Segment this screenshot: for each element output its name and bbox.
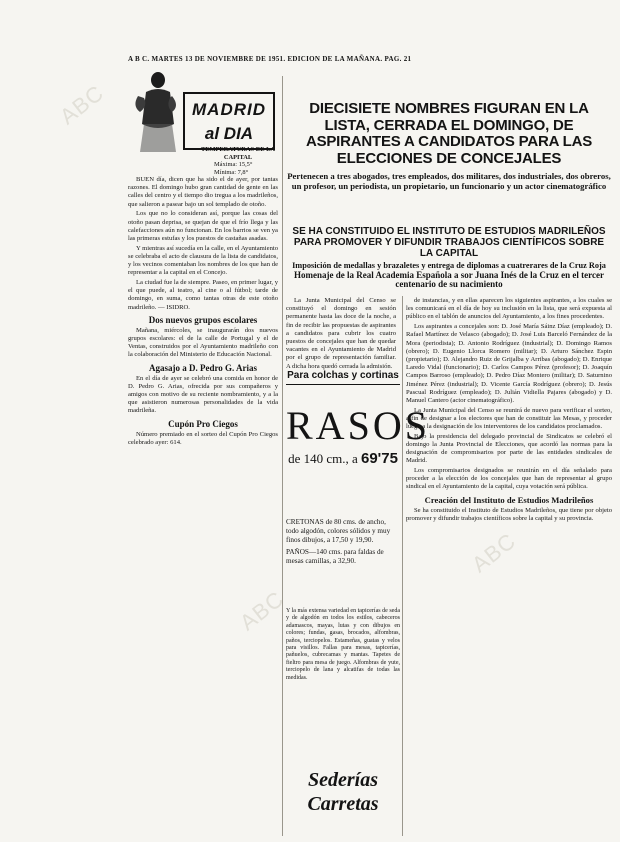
max-value: 15,5° — [238, 161, 253, 169]
ad-price: 69'75 — [360, 450, 398, 467]
advertisement — [286, 368, 430, 838]
grupos-escolares-text: Mañana, miércoles, se inaugurarán dos nuevos grupos escolares: el de la calle de Portugal y el de Ventas, construidos por el Ayuntamiento madrileño con la colaboración del Ministerio de Educación Nacional. — [128, 326, 278, 359]
watermark-2: ABC — [235, 585, 289, 636]
instituto-deck-2: Homenaje de la Real Academia Española a sor Juana Inés de la Cruz en el tercer centenario de su nacimiento — [294, 269, 604, 290]
lead-body-right-1: de instancias, y en ellas aparecen los siguientes aspirantes, a los cuales se les comunicará en el día de hoy su inclusión en la lista, que será expuesta al público en el tablón de anuncios del Ayuntamiento, a los fines procedentes. — [406, 297, 612, 321]
lead-body-left — [286, 297, 396, 370]
madrid-paragraph-1: BUEN día, dicen que ha sido el de ayer, por tantas razones. El domingo hubo gran cantidad de gente en las calles del centro y el tiempo dio tregua a los madrileños, que salieron a pasear bajo un sol templado de otoño. — [128, 176, 278, 208]
min-value: 7,8° — [237, 168, 249, 176]
logo-line-2: al DIA — [204, 124, 254, 143]
madrid-paragraph-4: La ciudad fue la de siempre. Paseo, en primer lugar, y el que puede, al teatro, al cine o al fútbol; tarde de domingo, en suma, como tantas otras de este otoño madrileño. — ISIDRO. — [128, 278, 278, 311]
lead-body-right-5: Los compromisarios designados se reunirán en el día señalado para proceder a la elección de los concejales que han de representar al grupo sindical en el Ayuntamiento de la capital, cuya votación será pública. — [406, 467, 612, 491]
cupon-text: Número premiado en el sorteo del Cupón Pro Ciegos celebrado ayer: 614. — [128, 430, 278, 446]
ad-rule — [286, 384, 400, 385]
madrid-paragraph-3: Y mientras así sucedía en la calle, en el Ayuntamiento se celebraba el acto de clausura de la lista de candidatos, y los vecinos comentaban los nombres de los que han de representar a la capital en el Concejo. — [128, 244, 278, 277]
lead-body-left-text: La Junta Municipal del Censo se constituyó el domingo en sesión permanente hasta las doce de la noche, a fin de recibir las propuestas de aspirantes a candidatos para cubrir los cuatro puestos de concejales que han de quedar vacantes en el Ayuntamiento de Madrid por el grupo de representación familiar. A dicha hora quedó cerrada la admisión. — [286, 297, 396, 370]
madrid-paragraph-2: Los que no lo consideran así, porque las cosas del otoño pasan deprisa, se quejan de que el frío llega y las calefacciones aún no funcionan. En los barrios se ven ya las primeras estufas y los puestos de castañas asadas. — [128, 210, 278, 242]
ad-product: RASOS — [286, 403, 430, 448]
agasajo-title: Agasajo a D. Pedro G. Arias — [148, 362, 258, 373]
instituto-section-text: Se ha constituido el Instituto de Estudios Madrileños, que tiene por objeto promover y difundir trabajos científicos sobre la capital y su provincia. — [406, 506, 612, 522]
logo-line-1: MADRID — [192, 100, 266, 119]
watermark-1: ABC — [55, 79, 109, 130]
page-header: A B C. MARTES 13 DE NOVIEMBRE DE 1951. EDICION DE LA MAÑANA. PAG. 21 — [128, 55, 412, 63]
figure-body — [142, 89, 174, 128]
ad-items — [286, 518, 400, 570]
figure-head — [151, 72, 165, 88]
lead-body-right-3: La Junta Municipal del Censo se reunirá de nuevo para verificar el sorteo, a fin de designar a los electores que han de constituir las Mesas, y proceder luego a la designación de los interventores de los candidatos proclamados. — [406, 406, 612, 431]
instituto-section-title: Creación del Instituto de Estudios Madrileños — [424, 494, 594, 505]
temperatures-box — [196, 146, 280, 176]
watermark-3: ABC — [467, 527, 521, 578]
ad-brand — [286, 768, 400, 816]
ad-item-panos: PAÑOS—140 cms. para faldas de mesas camillas, a 32,90. — [286, 548, 384, 566]
instituto-headline: SE HA CONSTITUIDO EL INSTITUTO DE ESTUDIOS MADRILEÑOS PARA PROMOVER Y DIFUNDIR TRABAJOS CIENTÍFICOS SOBRE LA CAPITAL — [292, 226, 606, 259]
lead-headline: DIECISIETE NOMBRES FIGURAN EN LA LISTA, CERRADA EL DOMINGO, DE ASPIRANTES A CANDIDATOS PARA LAS ELECCIONES DE CONCEJALES — [305, 100, 593, 167]
instituto-deck-1: Imposición de medallas y brazaletes y entrega de diplomas a cuatrerares de la Cruz Roja — [292, 261, 606, 270]
fashion-illustration — [128, 66, 186, 156]
ad-size-text: de 140 cm., a — [288, 451, 358, 466]
ad-small-print: Y la más extensa variedad en tapicerías de seda y de algodón en todos los estilos, cabeceros adamascos, mayas, lutas y con dibujos en colores; fundas, gasas, brocados, alfombras, paños, terciopelos. Estameñas, guatas y velos para visillos. Fallas para mesas, tapicerías, pañuelos, cubrecamas y mantas. Tapetes de fieltro para mesa de juego. Alfombras de yute, terciopelo de lana y alcatifas de todas las medidas. — [286, 608, 400, 681]
figure-skirt — [140, 124, 176, 152]
cupon-title: Cupón Pro Ciegos — [168, 418, 238, 429]
lead-body-right-2: Los aspirantes a concejales son: D. José María Sáinz Díaz (empleado); D. Rafael Martínez de Velasco (abogado); D. José Luis Barceló Fernández de la Mora (periodista); D. Antonio Rodríguez (industrial); D. Domingo Ramos (obrero); D. Eugenio Llorca Romero (militar); D. Arturo Sánchez Espin (propietario); D. Alejandro Ruiz de Grijalba y Arribas (abogado); D. Enrique Laredo Vidal (funcionario); D. Carlos Campos Pérez (profesor); D. Joaquín Campos Barroso (empleado); D. Pedro Díaz Montero (militar); D. Saturnino Jiménez Pérez (industrial); D. Vicente García Rodríguez (obrero); D. Jesús Pascual Rodríguez (empleado); D. Julián Vidiella Pajares (abogado) y D. Manuel Cantero (actor cinematográfico). — [406, 323, 612, 404]
lead-deck: Pertenecen a tres abogados, tres empleados, dos militares, dos industriales, dos obreros, un profesor, un periodista, un propietario, un funcionario y un actor cinematográfico — [287, 171, 611, 191]
ad-brand-line-1: Sederías — [308, 769, 378, 791]
ad-size-line — [286, 450, 400, 467]
column-rule-2 — [402, 296, 403, 836]
ad-brand-line-2: Carretas — [307, 793, 379, 815]
column-rule-1 — [282, 76, 283, 836]
min-label: Mínima: — [214, 168, 237, 176]
temperatures-title: TEMPERATURAS DE LA CAPITAL — [200, 146, 276, 161]
lead-body-right-4: Bajo la presidencia del delegado provincial de Sindicatos se celebró el domingo la Junta Provincial de Elecciones, que acordó las normas para la designación de compromisarios por parte de las entidades sindicales de Madrid. — [406, 432, 612, 465]
instituto-deck — [286, 261, 612, 290]
lead-body-right — [406, 297, 612, 837]
max-label: Máxima: — [214, 161, 238, 169]
temperature-max — [196, 161, 280, 169]
ad-item-cretonas: CRETONAS de 80 cms. de ancho, todo algodón, colores sólidos y muy finos dibujos, a 17,50 y 19,90. — [286, 518, 391, 544]
grupos-escolares-title: Dos nuevos grupos escolares — [148, 314, 258, 325]
agasajo-text: En el día de ayer se celebró una comida en honor de D. Pedro G. Arias, ofrecida por sus compañeros y amigos con motivo de su reciente nombramiento, y a la que asistieron numerosas personalidades de la vida madrileña. — [128, 374, 278, 415]
ad-top-line: Para colchas y cortinas — [287, 370, 399, 381]
madrid-al-dia-logo — [183, 92, 275, 150]
column-madrid-al-dia — [128, 176, 278, 836]
